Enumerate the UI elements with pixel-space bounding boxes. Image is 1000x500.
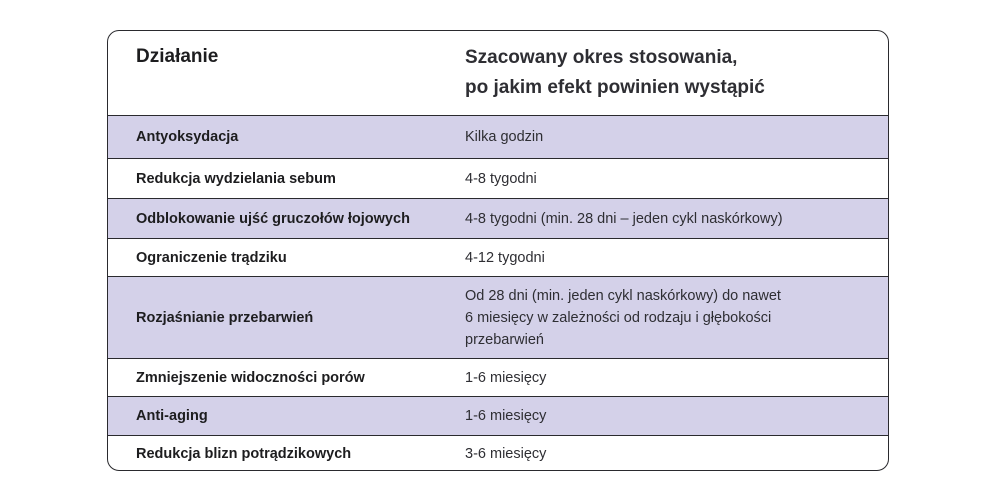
row-period-line: 6 miesięcy w zależności od rodzaju i głębokości — [465, 309, 772, 326]
table-row — [108, 436, 888, 471]
header-period — [465, 31, 765, 103]
row-period-line: przebarwień — [465, 331, 544, 348]
table-row — [108, 159, 888, 199]
table-row — [108, 239, 888, 277]
row-period-line: 1-6 miesięcy — [465, 369, 547, 386]
row-period — [465, 250, 545, 266]
row-period — [465, 408, 546, 424]
header-period-line2: po jakim efekt powinien wystąpić — [465, 77, 765, 98]
table-row — [108, 397, 888, 436]
header-action: Działanie — [136, 46, 219, 67]
table-row — [108, 277, 888, 359]
row-action: Rozjaśnianie przebarwień — [136, 309, 314, 326]
row-action: Odblokowanie ujść gruczołów łojowych — [136, 210, 410, 227]
row-period — [465, 171, 537, 187]
row-period-line: 4-12 tygodni — [465, 249, 545, 266]
table-header — [108, 31, 888, 116]
row-period-line: Kilka godzin — [465, 129, 544, 145]
row-period — [465, 446, 546, 462]
row-period — [465, 129, 543, 145]
row-period-line: 4-8 tygodni — [465, 170, 537, 187]
row-period-line: Od 28 dni (min. jeden cykl naskórkowy) do nawet — [465, 287, 781, 304]
row-period-line: 4-8 tygodni (min. 28 dni – jeden cykl naskórkowy) — [465, 210, 783, 227]
row-action: Redukcja wydzielania sebum — [136, 170, 336, 187]
row-period — [465, 285, 781, 351]
table-row — [108, 359, 888, 397]
table-row — [108, 199, 888, 239]
row-action: Antyoksydacja — [136, 129, 239, 145]
row-period — [465, 370, 546, 386]
row-action: Redukcja blizn potrądzikowych — [136, 446, 352, 462]
row-period-line: 1-6 miesięcy — [465, 408, 547, 424]
row-action: Anti-aging — [136, 408, 208, 424]
row-action: Ograniczenie trądziku — [136, 249, 287, 266]
header-period-line1: Szacowany okres stosowania, — [465, 47, 738, 68]
table-row — [108, 116, 888, 159]
effects-table — [107, 30, 889, 471]
row-action: Zmniejszenie widoczności porów — [136, 369, 365, 386]
row-period-line: 3-6 miesięcy — [465, 446, 547, 462]
row-period — [465, 211, 783, 227]
